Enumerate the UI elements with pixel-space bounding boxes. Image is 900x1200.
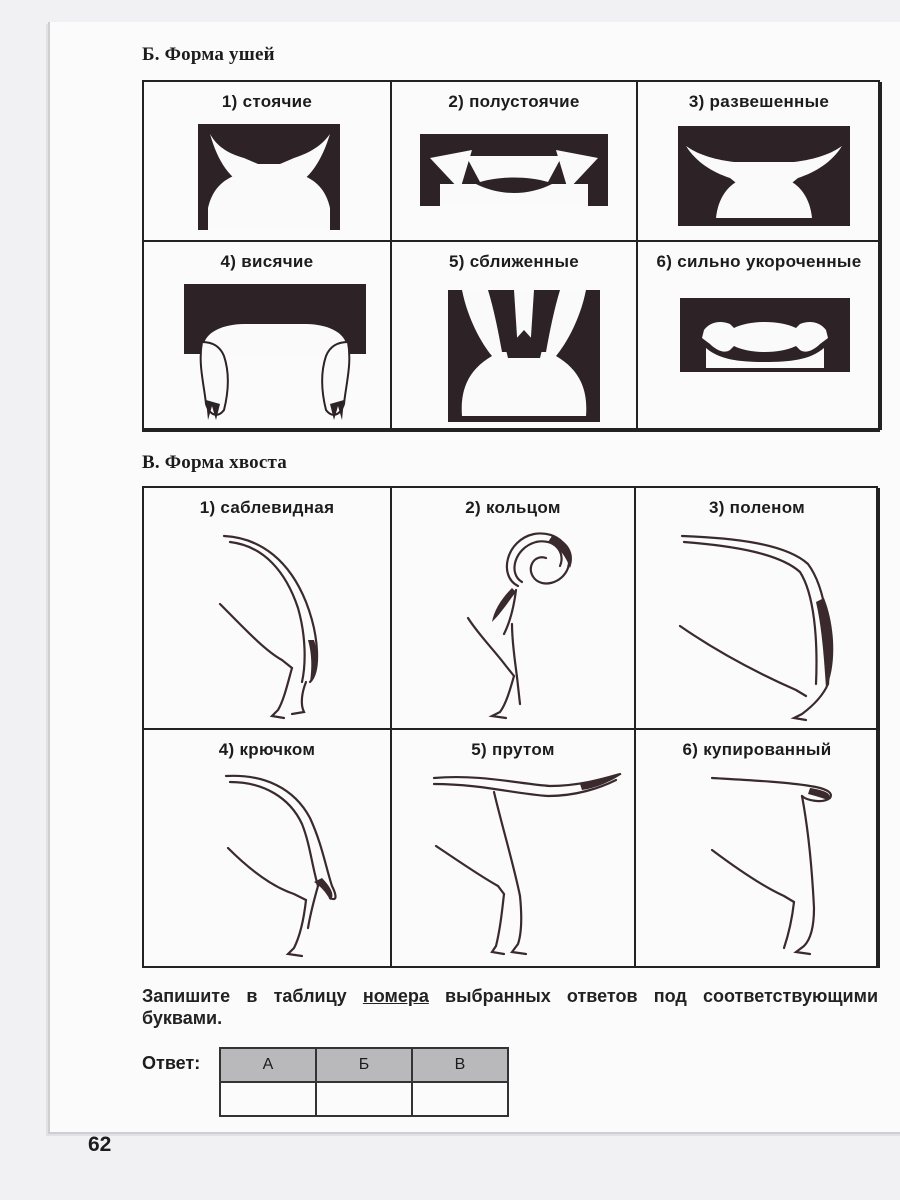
ear-option-1-label: 1) стоячие bbox=[221, 92, 313, 111]
tail-option-6 bbox=[636, 730, 880, 968]
ears-semi-erect-icon bbox=[420, 134, 608, 206]
tail-option-5 bbox=[392, 730, 636, 968]
tail-option-5-label: 5) прутом bbox=[471, 740, 555, 759]
ear-shape-grid bbox=[142, 80, 880, 432]
tail-log-icon bbox=[676, 528, 866, 724]
ear-option-6-label: 6) сильно укороченные bbox=[656, 252, 862, 271]
answer-input-row bbox=[220, 1082, 508, 1116]
ears-hanging-icon bbox=[184, 284, 366, 422]
ear-option-4-label: 4) висячие bbox=[220, 252, 314, 271]
instruction-after: выбранных ответов под соответствующими буквами. bbox=[142, 986, 879, 1028]
answer-table bbox=[219, 1047, 509, 1117]
ear-option-2-label: 2) полустоячие bbox=[448, 92, 580, 111]
ears-close-set-icon bbox=[448, 290, 600, 422]
ear-option-1 bbox=[144, 82, 392, 242]
answer-header-v: В bbox=[412, 1048, 508, 1082]
tail-option-1-label: 1) саблевидная bbox=[199, 498, 335, 517]
tail-shape-grid bbox=[142, 486, 878, 968]
tail-hook-icon bbox=[214, 768, 354, 962]
ear-option-3 bbox=[638, 82, 882, 242]
tail-ring-icon bbox=[458, 526, 598, 722]
ears-spread-icon bbox=[678, 126, 850, 226]
answer-cell-v[interactable] bbox=[412, 1082, 508, 1116]
tail-option-4-label: 4) крючком bbox=[218, 740, 316, 759]
tail-option-3-label: 3) поленом bbox=[708, 498, 806, 517]
tail-docked-icon bbox=[706, 768, 876, 964]
tail-option-6-label: 6) купированный bbox=[682, 740, 832, 759]
ear-option-4 bbox=[144, 242, 392, 430]
ears-erect-icon bbox=[198, 124, 340, 230]
ear-option-3-label: 3) развешенные bbox=[688, 92, 830, 111]
ears-cropped-icon bbox=[680, 298, 850, 372]
tail-option-1 bbox=[144, 488, 392, 730]
answer-cell-b[interactable] bbox=[316, 1082, 412, 1116]
tail-option-4 bbox=[144, 730, 392, 968]
answer-header-b: Б bbox=[316, 1048, 412, 1082]
answer-label: Ответ: bbox=[142, 1053, 201, 1073]
ear-option-5-label: 5) сближенные bbox=[448, 252, 580, 271]
instruction-before: Запишите в таблицу bbox=[142, 986, 363, 1006]
tail-sabre-icon bbox=[202, 532, 342, 722]
instruction-text bbox=[142, 985, 878, 1029]
answer-header-a: А bbox=[220, 1048, 316, 1082]
ear-option-2 bbox=[392, 82, 638, 242]
answer-header-row bbox=[220, 1048, 508, 1082]
ear-option-5 bbox=[392, 242, 638, 430]
instruction-highlight: номера bbox=[362, 986, 429, 1006]
tail-option-3 bbox=[636, 488, 880, 730]
page-number: 62 bbox=[88, 1133, 112, 1156]
tail-option-2 bbox=[392, 488, 636, 730]
section-b-title: Б. Форма ушей bbox=[142, 44, 275, 65]
ear-option-6 bbox=[638, 242, 882, 430]
section-v-title: В. Форма хвоста bbox=[142, 452, 287, 473]
tail-option-2-label: 2) кольцом bbox=[465, 498, 561, 517]
tail-rod-icon bbox=[430, 766, 630, 962]
answer-cell-a[interactable] bbox=[220, 1082, 316, 1116]
